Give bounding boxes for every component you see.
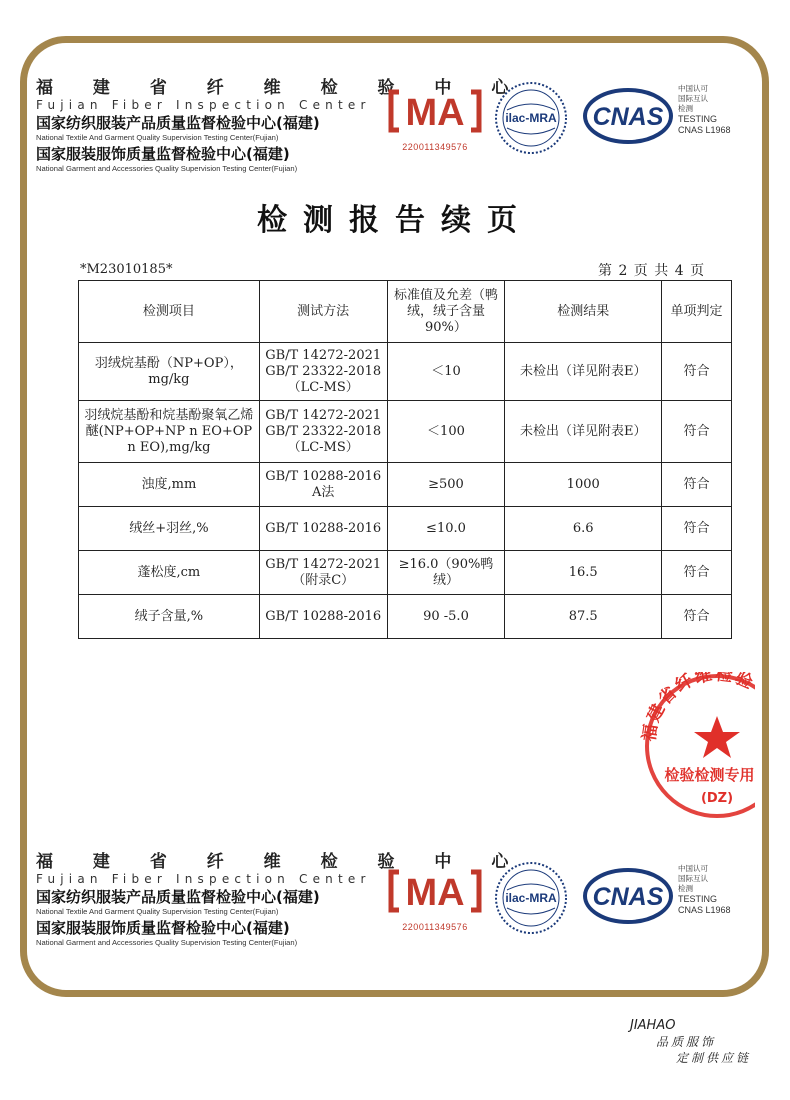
cnas-caption-line: TESTING [678,114,718,124]
institution-name-cn: 福 建 省 纤 维 检 验 中 心 [36,852,526,872]
cell-result: 87.5 [505,595,662,639]
cnas-caption-line: 国际互认 [678,94,708,103]
cnas-caption-line: CNAS L1968 [678,125,731,135]
brand-tagline-2: 定制供应链 [676,1051,752,1065]
cnas-caption-line: 国际互认 [678,874,708,883]
cell-verdict: 符合 [662,463,732,507]
cnas-logo-text: CNAS [592,103,664,131]
cell-item: 浊度,mm [79,463,260,507]
cell-method: GB/T 14272-2021 GB/T 23322-2018 （LC-MS） [259,401,387,463]
column-header: 标准值及允差（鸭绒，绒子含量90%） [387,281,505,343]
cell-method: GB/T 10288-2016 [259,507,387,551]
cell-verdict: 符合 [662,507,732,551]
page-indicator: 第 2 页 共 4 页 [598,263,705,279]
cell-standard: 90 -5.0 [387,595,505,639]
ilac-logo-text: ilac-MRA [505,891,557,905]
cnas-caption-line: TESTING [678,894,718,904]
cell-standard: ≤10.0 [387,507,505,551]
ilac-mra-logo [493,80,569,160]
cell-result: 未检出（详见附表E） [505,343,662,401]
seal-code-text: (DZ) [700,791,734,806]
cma-number: 220011349576 [402,922,468,932]
cnas-caption-line: 检测 [678,104,693,113]
cell-item: 蓬松度,cm [79,551,260,595]
cell-standard: ≥500 [387,463,505,507]
cnas-caption [678,864,758,916]
table-row [79,401,732,463]
accreditation-logos-top [385,80,755,170]
cnas-logo-text: CNAS [592,883,664,911]
document-id: *M23010185* [80,262,173,277]
institution-name-cn: 福 建 省 纤 维 检 验 中 心 [36,78,526,98]
cma-icon [385,86,485,136]
page-title: 检测报告续页 [257,203,533,238]
table-row [79,551,732,595]
cell-item: 绒子含量,% [79,595,260,639]
cnas-caption-line: 检测 [678,884,693,893]
cell-result: 16.5 [505,551,662,595]
brand-tagline-1: 品质服饰 [656,1035,717,1049]
cell-verdict: 符合 [662,595,732,639]
column-header: 单项判定 [662,281,732,343]
ilac-mra-icon [493,80,569,156]
seal-stamp-icon [637,672,755,822]
table-header-row [79,281,732,343]
cell-item: 羽绒烷基酚（NP+OP），mg/kg [79,343,260,401]
seal-band-text: 检验检测专用 [664,766,755,784]
cell-verdict: 符合 [662,401,732,463]
results-table [78,280,732,639]
table-row [79,343,732,401]
cell-result: 6.6 [505,507,662,551]
brand-name: JIAHAO [630,1018,676,1033]
ilac-logo-text: ilac-MRA [505,111,557,125]
cell-result: 1000 [505,463,662,507]
cnas-icon [582,868,674,924]
cnas-caption [678,84,758,136]
cell-standard: ≥16.0（90%鸭绒） [387,551,505,595]
cell-verdict: 符合 [662,343,732,401]
ilac-mra-logo [493,860,569,940]
column-header: 测试方法 [259,281,387,343]
cell-item: 绒丝+羽丝,% [79,507,260,551]
column-header: 检测结果 [505,281,662,343]
brand-mark [630,1018,751,1066]
cnas-logo [582,868,674,928]
cell-standard: ＜10 [387,343,505,401]
cell-result: 未检出（详见附表E） [505,401,662,463]
cma-logo [385,866,485,932]
cell-standard: ＜100 [387,401,505,463]
lab1-name-en: National Textile And Garment Quality Supervision Testing Center(Fujian) [36,133,279,142]
cma-logo-text: MA [405,872,465,914]
cma-icon [385,866,485,916]
cell-method: GB/T 10288-2016 [259,595,387,639]
institution-name-en: Fujian Fiber Inspection Center [36,872,371,886]
seal-ring-text: 福建省纤维检验 [639,672,755,743]
column-header: 检测项目 [79,281,260,343]
cell-item: 羽绒烷基酚和烷基酚聚氧乙烯醚(NP+OP+NP n EO+OP n EO),mg/kg [79,401,260,463]
institution-name-en: Fujian Fiber Inspection Center [36,98,371,112]
table-row [79,595,732,639]
cnas-caption-line: 中国认可 [678,84,708,93]
lab2-name-en: National Garment and Accessories Quality Supervision Testing Center(Fujian) [36,938,298,947]
lab2-name-cn: 国家服装服饰质量监督检验中心(福建) [36,919,290,937]
cma-number: 220011349576 [402,142,468,152]
lab2-name-en: National Garment and Accessories Quality Supervision Testing Center(Fujian) [36,164,298,173]
ilac-mra-icon [493,860,569,936]
cnas-icon [582,88,674,144]
lab1-name-cn: 国家纺织服装产品质量监督检验中心(福建) [36,114,320,132]
cma-logo-text: MA [405,92,465,134]
table-row [79,507,732,551]
lab2-name-cn: 国家服装服饰质量监督检验中心(福建) [36,145,290,163]
official-seal [637,672,755,826]
lab1-name-en: National Textile And Garment Quality Supervision Testing Center(Fujian) [36,907,279,916]
cma-logo [385,86,485,152]
table-row [79,463,732,507]
cnas-logo [582,88,674,148]
cell-method: GB/T 14272-2021 （附录C） [259,551,387,595]
lab1-name-cn: 国家纺织服装产品质量监督检验中心(福建) [36,888,320,906]
cell-method: GB/T 10288-2016 A法 [259,463,387,507]
accreditation-logos-bottom [385,860,755,950]
cnas-caption-line: 中国认可 [678,864,708,873]
cell-verdict: 符合 [662,551,732,595]
cnas-caption-line: CNAS L1968 [678,905,731,915]
cell-method: GB/T 14272-2021 GB/T 23322-2018 （LC-MS） [259,343,387,401]
